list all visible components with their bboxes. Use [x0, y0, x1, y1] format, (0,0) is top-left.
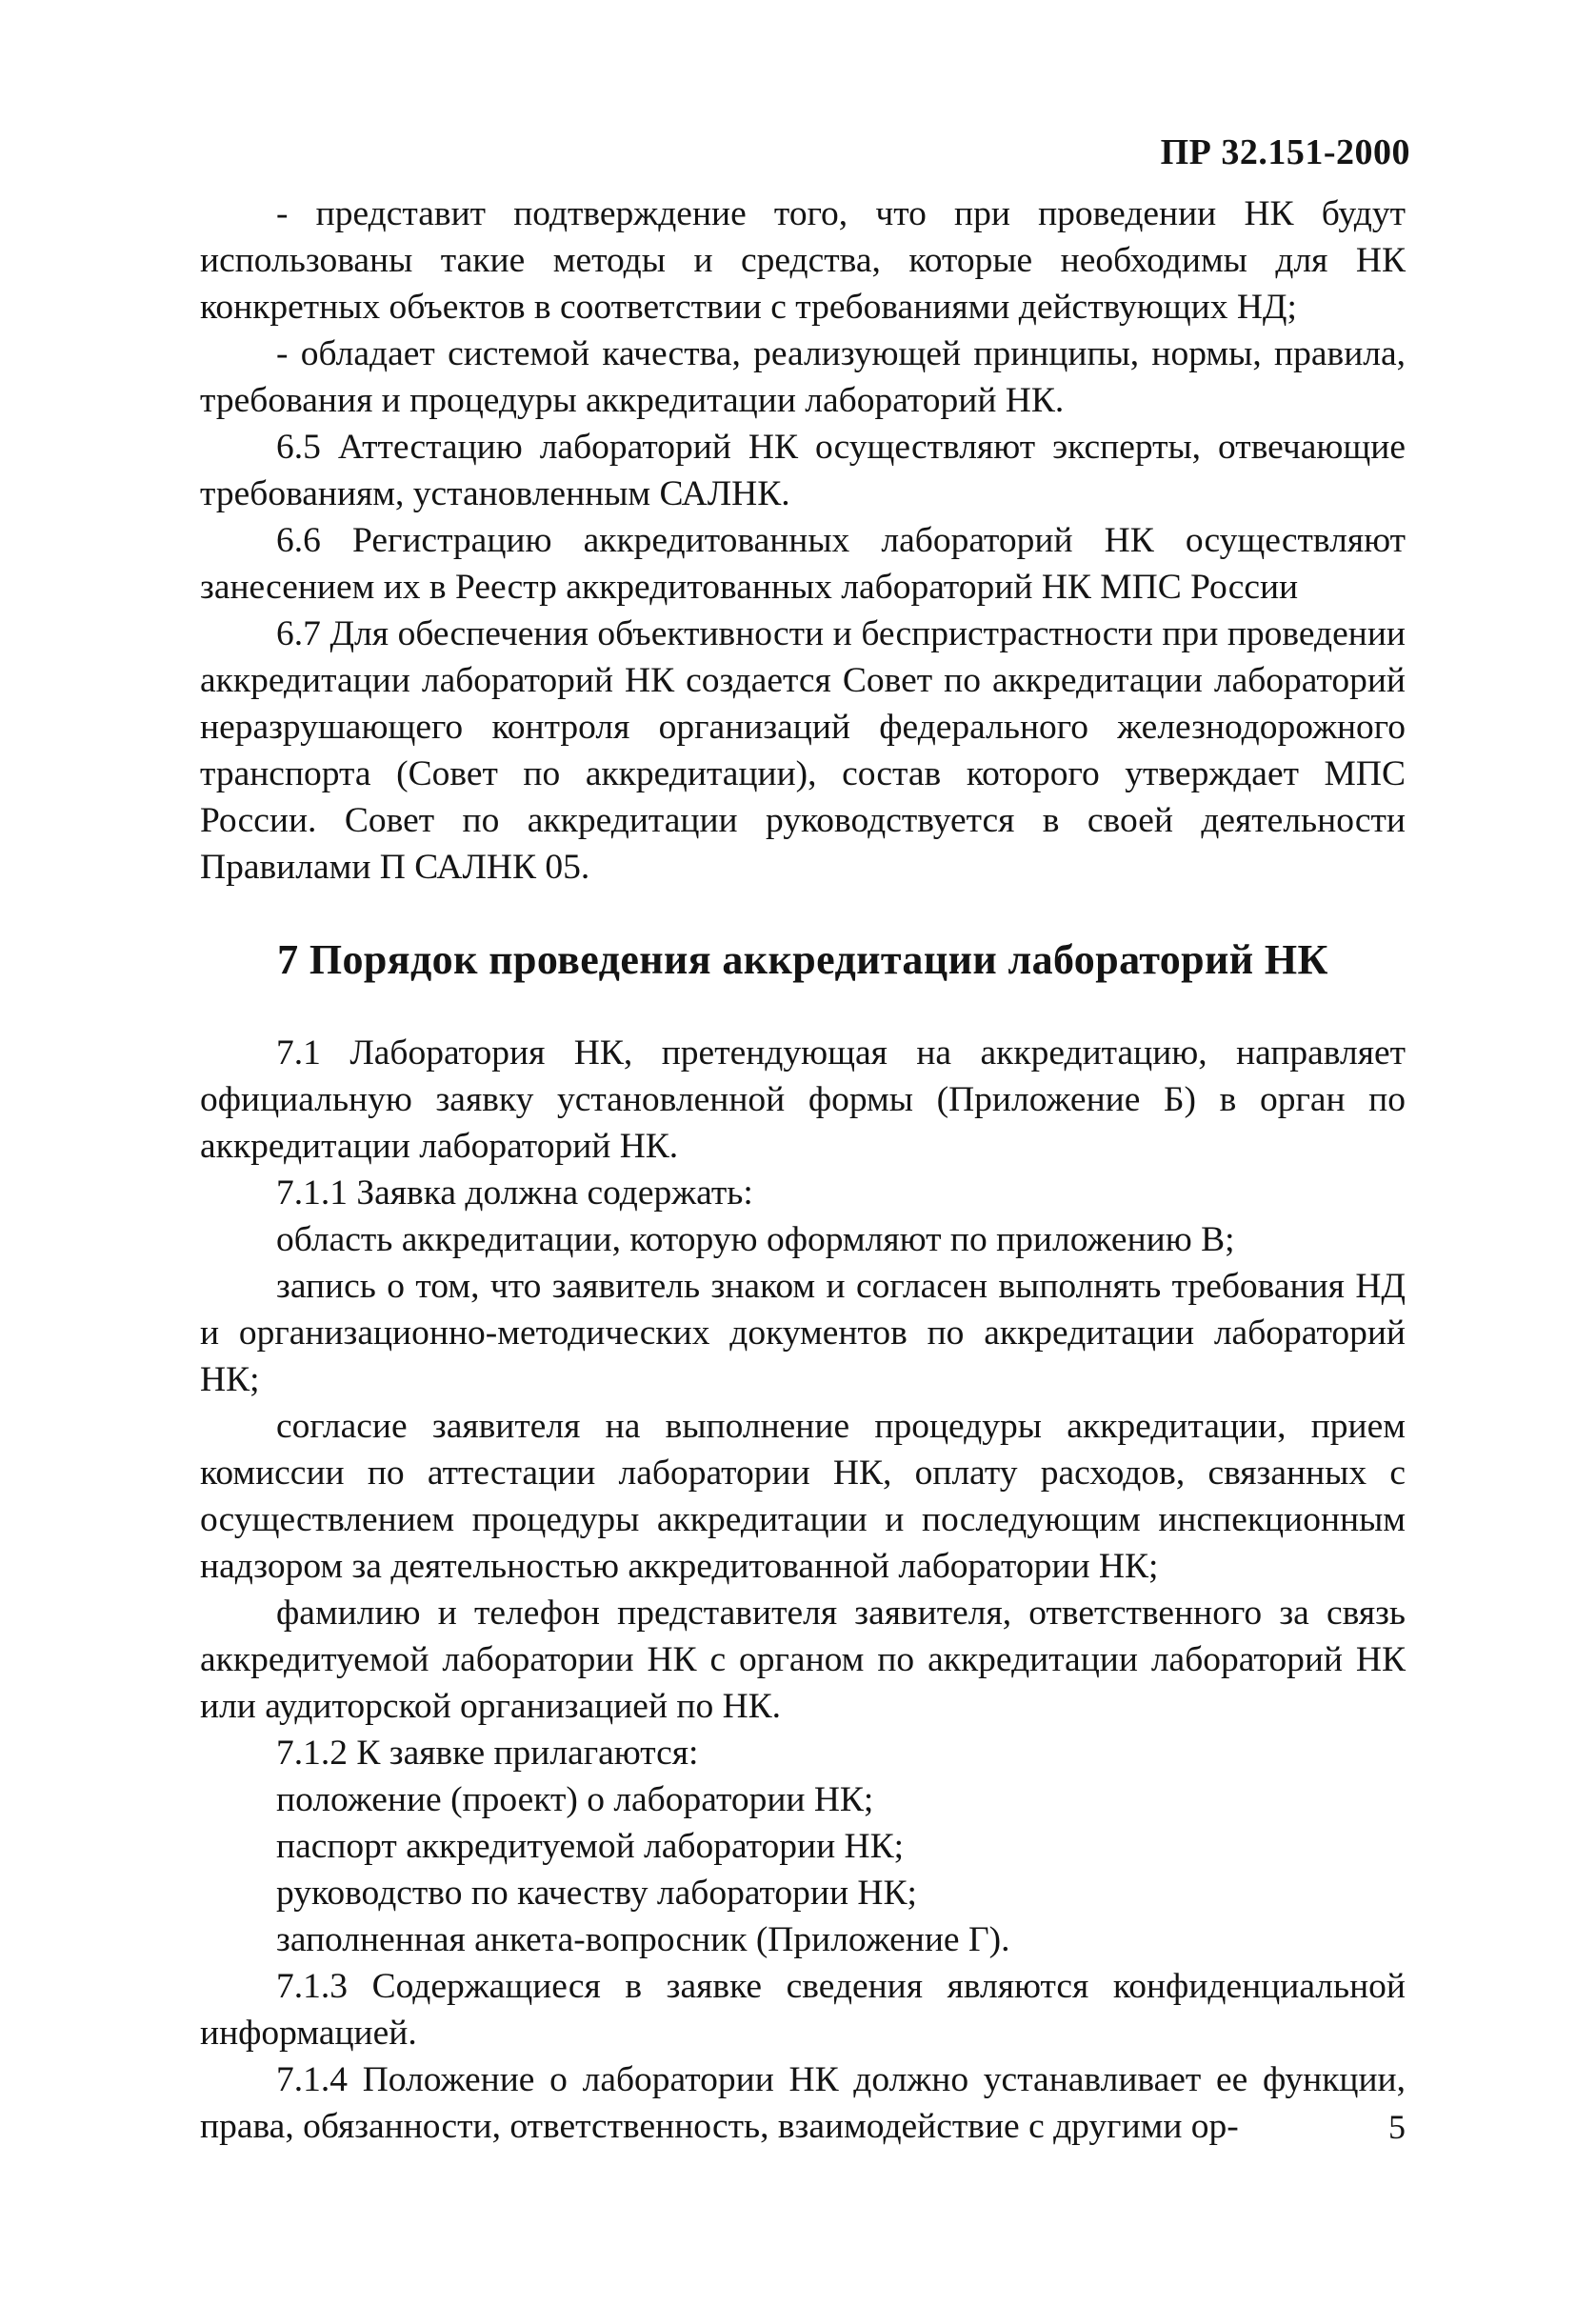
spacer — [200, 987, 1406, 1030]
paragraph-6-4-item-1: - представит подтверждение того, что при проведении НК будут использованы такие методы и средства, которые необходимы для НК конкретных объектов в соответствии с требованиями действующих НД; — [200, 194, 1406, 327]
list-item: запись о том, что заявитель знаком и согласен выполнять требования НД и организационно-методических документов по аккредитации лабораторий НК; — [200, 1267, 1406, 1399]
paragraph-7-1-3: 7.1.3 Содержащиеся в заявке сведения являются конфиденциальной информацией. — [200, 1967, 1406, 2053]
paragraph-7-1-4: 7.1.4 Положение о лаборатории НК должно устанавливает ее функции, права, обязанности, ответственность, взаимодействие с другими ор- — [200, 2060, 1406, 2146]
list-item: паспорт аккредитуемой лаборатории НК; — [276, 1827, 905, 1866]
spacer — [200, 891, 1406, 933]
list-item: согласие заявителя на выполнение процедуры аккредитации, прием комиссии по аттестации лаборатории НК, оплату расходов, связанных с осуществлением процедуры аккредитации и последующим инспекционным надзором за деятельностью аккредитованной лаборатории НК; — [200, 1407, 1406, 1586]
paragraph-6-6: 6.6 Регистрацию аккредитованных лабораторий НК осуществляют занесением их в Реестр аккредитованных лабораторий НК МПС России — [200, 521, 1406, 607]
paragraph-6-4-item-2: - обладает системой качества, реализующей принципы, нормы, правила, требования и процедуры аккредитации лабораторий НК. — [200, 334, 1406, 420]
paragraph-7-1-1: 7.1.1 Заявка должна содержать: — [276, 1173, 753, 1213]
list-item: заполненная анкета-вопросник (Приложение Г). — [276, 1920, 1010, 1959]
section-7-heading: 7 Порядок проведения аккредитации лабораторий НК — [277, 936, 1328, 983]
document-code: ПР 32.151-2000 — [1160, 132, 1410, 172]
list-item: руководство по качеству лаборатории НК; — [276, 1874, 917, 1913]
paragraph-7-1-2: 7.1.2 К заявке прилагаются: — [276, 1734, 699, 1773]
page-number: 5 — [1388, 2108, 1406, 2146]
document-body — [200, 190, 1406, 2150]
paragraph-6-5: 6.5 Аттестацию лабораторий НК осуществляют эксперты, отвечающие требованиям, установленным САЛНК. — [200, 428, 1406, 513]
paragraph-6-7: 6.7 Для обеспечения объективности и беспристрастности при проведении аккредитации лабораторий НК создается Совет по аккредитации лабораторий неразрушающего контроля организаций федерального железнодорожного транспорта (Совет по аккредитации), состав которого утверждает МПС России. Совет по аккредитации руководствуется в своей деятельности Правилами П САЛНК 05. — [200, 614, 1406, 887]
list-item: положение (проект) о лаборатории НК; — [276, 1780, 874, 1819]
list-item: фамилию и телефон представителя заявителя, ответственного за связь аккредитуемой лаборатории НК с органом по аккредитации лабораторий НК или аудиторской организацией по НК. — [200, 1594, 1406, 1726]
paragraph-7-1: 7.1 Лаборатория НК, претендующая на аккредитацию, направляет официальную заявку установленной формы (Приложение Б) в орган по аккредитации лабораторий НК. — [200, 1033, 1406, 1166]
list-item: область аккредитации, которую оформляют по приложению В; — [276, 1220, 1235, 1259]
